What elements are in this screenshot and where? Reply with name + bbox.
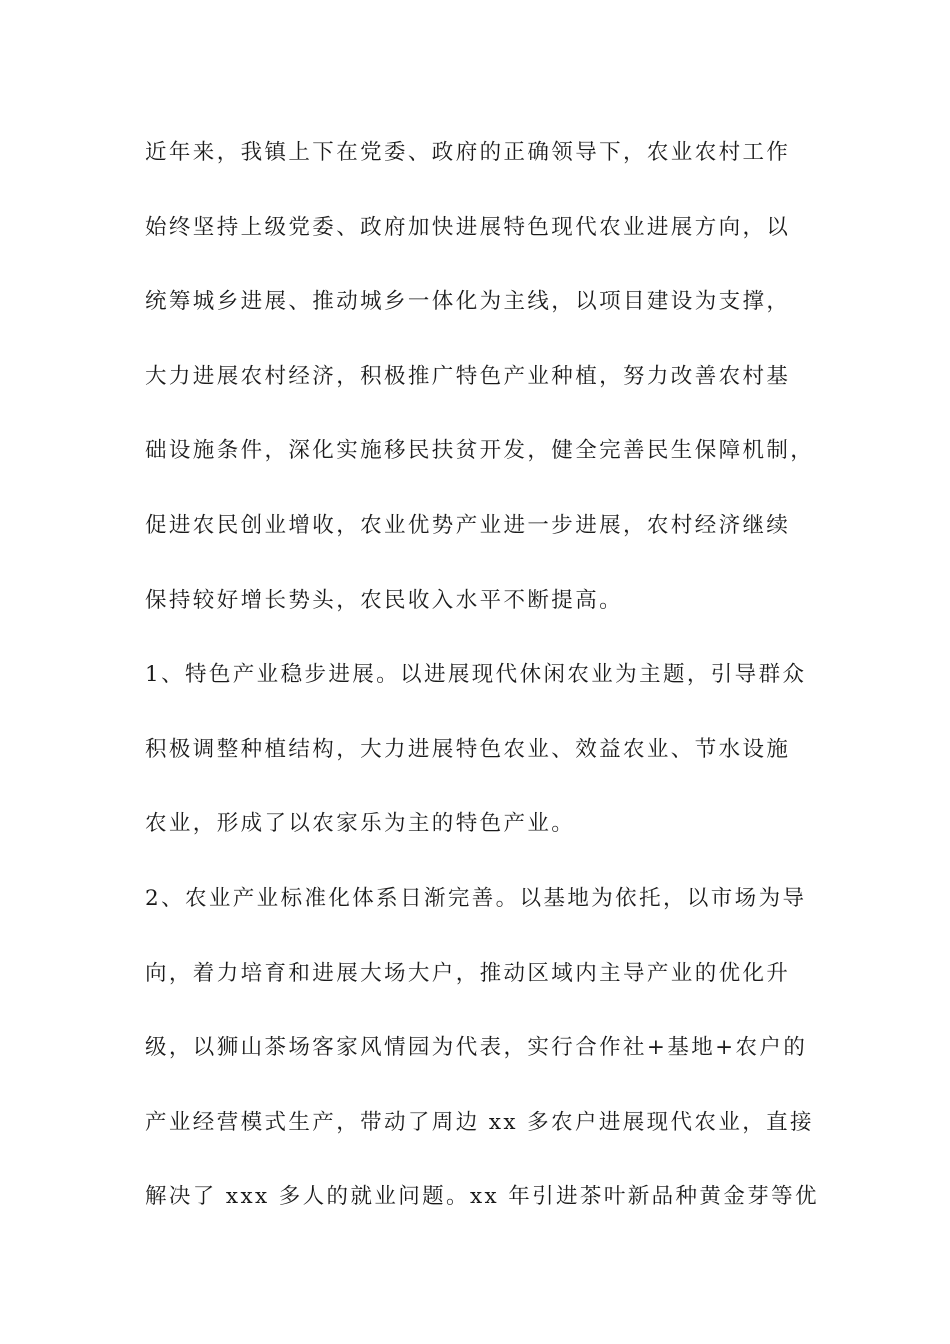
- text-line: 统筹城乡进展、推动城乡一体化为主线，以项目建设为支撑，: [145, 289, 791, 315]
- text-line: 积极调整种植结构，大力进展特色农业、效益农业、节水设施: [145, 736, 791, 762]
- text-line: 级，以狮山茶场客家风情园为代表，实行合作社+基地+农户的: [145, 1035, 808, 1061]
- text-line: 促进农民创业增收，农业优势产业进一步进展，农村经济继续: [145, 512, 791, 538]
- body-text: [145, 128, 825, 1247]
- text-line: 产业经营模式生产，带动了周边 xx 多农户进展现代农业，直接: [145, 1109, 814, 1135]
- text-line: 农业，形成了以农家乐为主的特色产业。: [145, 811, 576, 837]
- text-line: 1、特色产业稳步进展。以进展现代休闲农业为主题，引导群众: [145, 662, 807, 688]
- text-line: 近年来，我镇上下在党委、政府的正确领导下，农业农村工作: [145, 140, 791, 165]
- text-line: 保持较好增长势头，农民收入水平不断提高。: [145, 587, 624, 613]
- text-line: 2、农业产业标准化体系日渐完善。以基地为依托，以市场为导: [145, 885, 807, 911]
- text-line: 解决了 xxx 多人的就业问题。xx 年引进茶叶新品种黄金芽等优: [145, 1184, 819, 1210]
- text-line: 大力进展农村经济，积极推广特色产业种植，努力改善农村基: [145, 363, 791, 389]
- text-line: 础设施条件，深化实施移民扶贫开发，健全完善民生保障机制，: [145, 438, 815, 464]
- text-line: 向，着力培育和进展大场大户，推动区域内主导产业的优化升: [145, 960, 791, 986]
- text-line: 始终坚持上级党委、政府加快进展特色现代农业进展方向，以: [145, 214, 791, 240]
